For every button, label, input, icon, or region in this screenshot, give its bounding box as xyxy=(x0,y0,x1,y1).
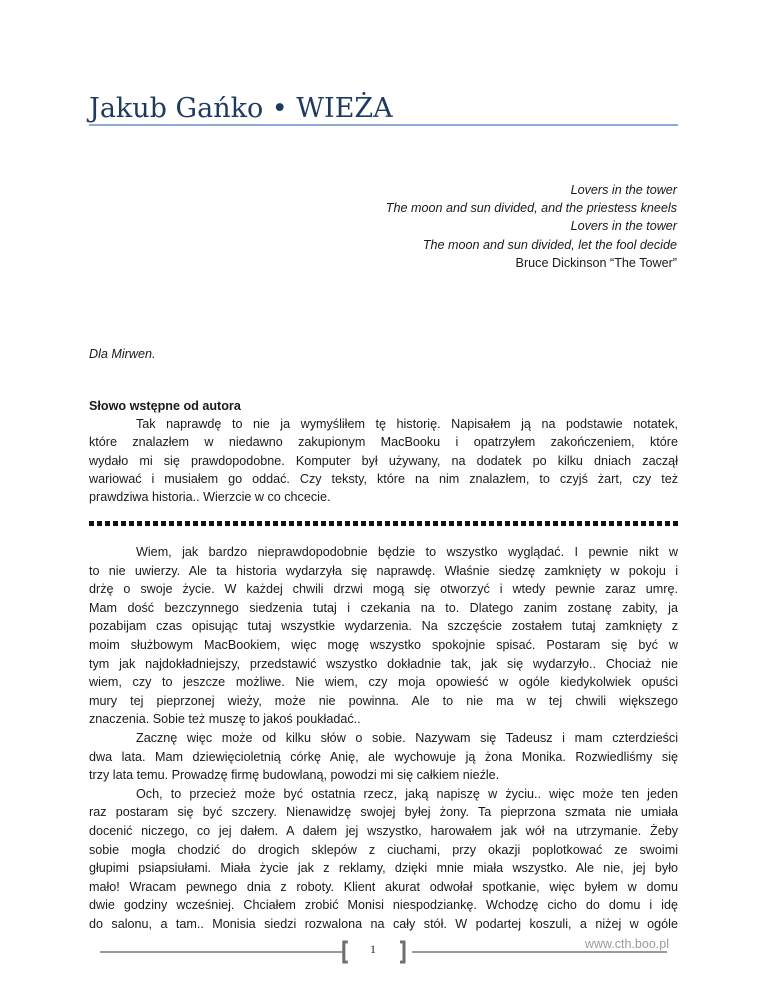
text-line: pozabijam czas opisując tutaj wszystkie wydarzenia. Na szczęście zostałem tutaj zamknięty z xyxy=(89,619,678,634)
preface-heading: Słowo wstępne od autora xyxy=(89,399,241,413)
text-line: do salonu, a tam.. Monisia siedzi rozwalona na cały stół. W podartej koszuli, a niżej w ogóle xyxy=(89,916,678,931)
text-line: wiem, czy to jeszcze możliwe. Nie wiem, czy moja opowieść w ogóle kiedykolwiek opuści xyxy=(89,675,678,690)
text-line: trzy lata temu. Prowadzę firmę budowlaną, powodzi mi się całkiem nieźle. xyxy=(89,768,500,783)
epigraph-attribution: Bruce Dickinson “The Tower” xyxy=(515,255,677,270)
text-line: Och, to przecież może być ostatnia rzecz, jaką napiszę w życiu.. więc może ten jeden xyxy=(136,786,678,801)
text-line: prawdziwa historia.. Wierzcie w co chcecie. xyxy=(89,490,331,505)
text-line: sobie mogła chodzić do drogich sklepów z ciuchami, przy okazji poplotkować ze swoimi xyxy=(89,842,678,857)
story-body xyxy=(89,543,678,933)
right-brace-icon: ] xyxy=(398,937,408,967)
left-brace-icon: [ xyxy=(340,937,350,967)
story-paragraph xyxy=(89,785,678,934)
epigraph-line: Lovers in the tower xyxy=(570,219,677,234)
epigraph-line: The moon and sun divided, and the priestess kneels xyxy=(385,201,677,216)
text-line: moim służbowym MacBookiem, więc mogę wszystko spokojnie spisać. Postaram się być w xyxy=(89,637,678,652)
text-line: dwa lata. Mam dziewięcioletnią córkę Anię, ale wychowuje ją żona Monika. Rozwiedliśmy się xyxy=(89,749,678,764)
text-line: to nie uwierzy. Ale ta historia wydarzyła się naprawdę. Właśnie siedzę zamknięty w pokoju i xyxy=(89,563,678,578)
footer-url: www.cth.boo.pl xyxy=(584,937,669,951)
text-line: mało! Wracam pewnego dnia z roboty. Klient akurat odwołał spotkanie, więc byłem w domu xyxy=(89,879,678,894)
text-line: wydało mi się prawdopodobne. Komputer był używany, na dodatek po kilku dniach zaczął xyxy=(89,453,678,468)
text-line: drżę o swoje życie. W każdej chwili drzwi mogą się otworzyć i wtedy pewnie zaraz umrę. xyxy=(89,582,678,597)
text-line: docenić niczego, co jej dałem. A dałem jej wszystko, harowałem jak wół na utrzymanie. Żeby xyxy=(89,823,678,838)
text-line: Zacznę więc może od kilku słów o sobie. Nazywam się Tadeusz i mam czterdzieści xyxy=(136,730,678,745)
text-line: Mam dość bezczynnego siedzenia tutaj i czekania na to. Dlatego zanim zostanę zabity, ja xyxy=(89,600,678,615)
document-title: Jakub Gańko • WIEŻA xyxy=(89,93,393,124)
footer-rule-left xyxy=(100,951,343,953)
section-separator xyxy=(89,521,678,526)
epigraph-line: The moon and sun divided, let the fool decide xyxy=(422,237,677,252)
footer-rule-right xyxy=(412,951,667,953)
text-line: dwie godziny wcześniej. Chciałem zrobić Monisi niespodziankę. Wchodzę cicho do domu i idę xyxy=(89,898,678,913)
story-paragraph xyxy=(89,729,678,785)
text-line: znaczenia. Sobie też muszę to jakoś poukładać.. xyxy=(89,712,361,727)
epigraph xyxy=(386,181,677,272)
page-number: 1 xyxy=(370,942,376,956)
text-line: Tak naprawdę to nie ja wymyśliłem tę historię. Napisałem ją na podstawie notatek, xyxy=(136,417,678,432)
text-line: mury tej pieprzonej wieży, może nie powinna. Ale to nie ma w tej chwili większego xyxy=(89,693,678,708)
story-paragraph xyxy=(89,543,678,729)
text-line: tym jak najdokładniejszy, przedstawić wszystko dokładnie tak, jak się wydarzyło.. Chociaż nie xyxy=(89,656,678,671)
dedication: Dla Mirwen. xyxy=(89,347,156,361)
text-line: raz postaram się być szczery. Nienawidzę swojej byłej żony. Ta pieprzona szmata nie umiała xyxy=(89,805,678,820)
preface-section xyxy=(89,397,678,506)
text-line: głupimi psiapsiułami. Miała życie jak z reklamy, dzięki mnie miała wszystko. Ale nie, jej było xyxy=(89,861,678,876)
preface-paragraph xyxy=(89,415,678,506)
text-line: Wiem, jak bardzo nieprawdopodobnie będzie to wszystko wyglądać. I pewnie nikt w xyxy=(136,545,678,559)
text-line: wariować i musiałem go oddać. Czy teksty, które na nim znalazłem, to czyjś żart, czy też xyxy=(89,471,678,486)
text-line: które znalazłem w niedawno zakupionym MacBooku i opatrzyłem zakończeniem, które xyxy=(89,435,678,450)
title-underline xyxy=(89,124,678,126)
epigraph-line: Lovers in the tower xyxy=(570,183,677,197)
